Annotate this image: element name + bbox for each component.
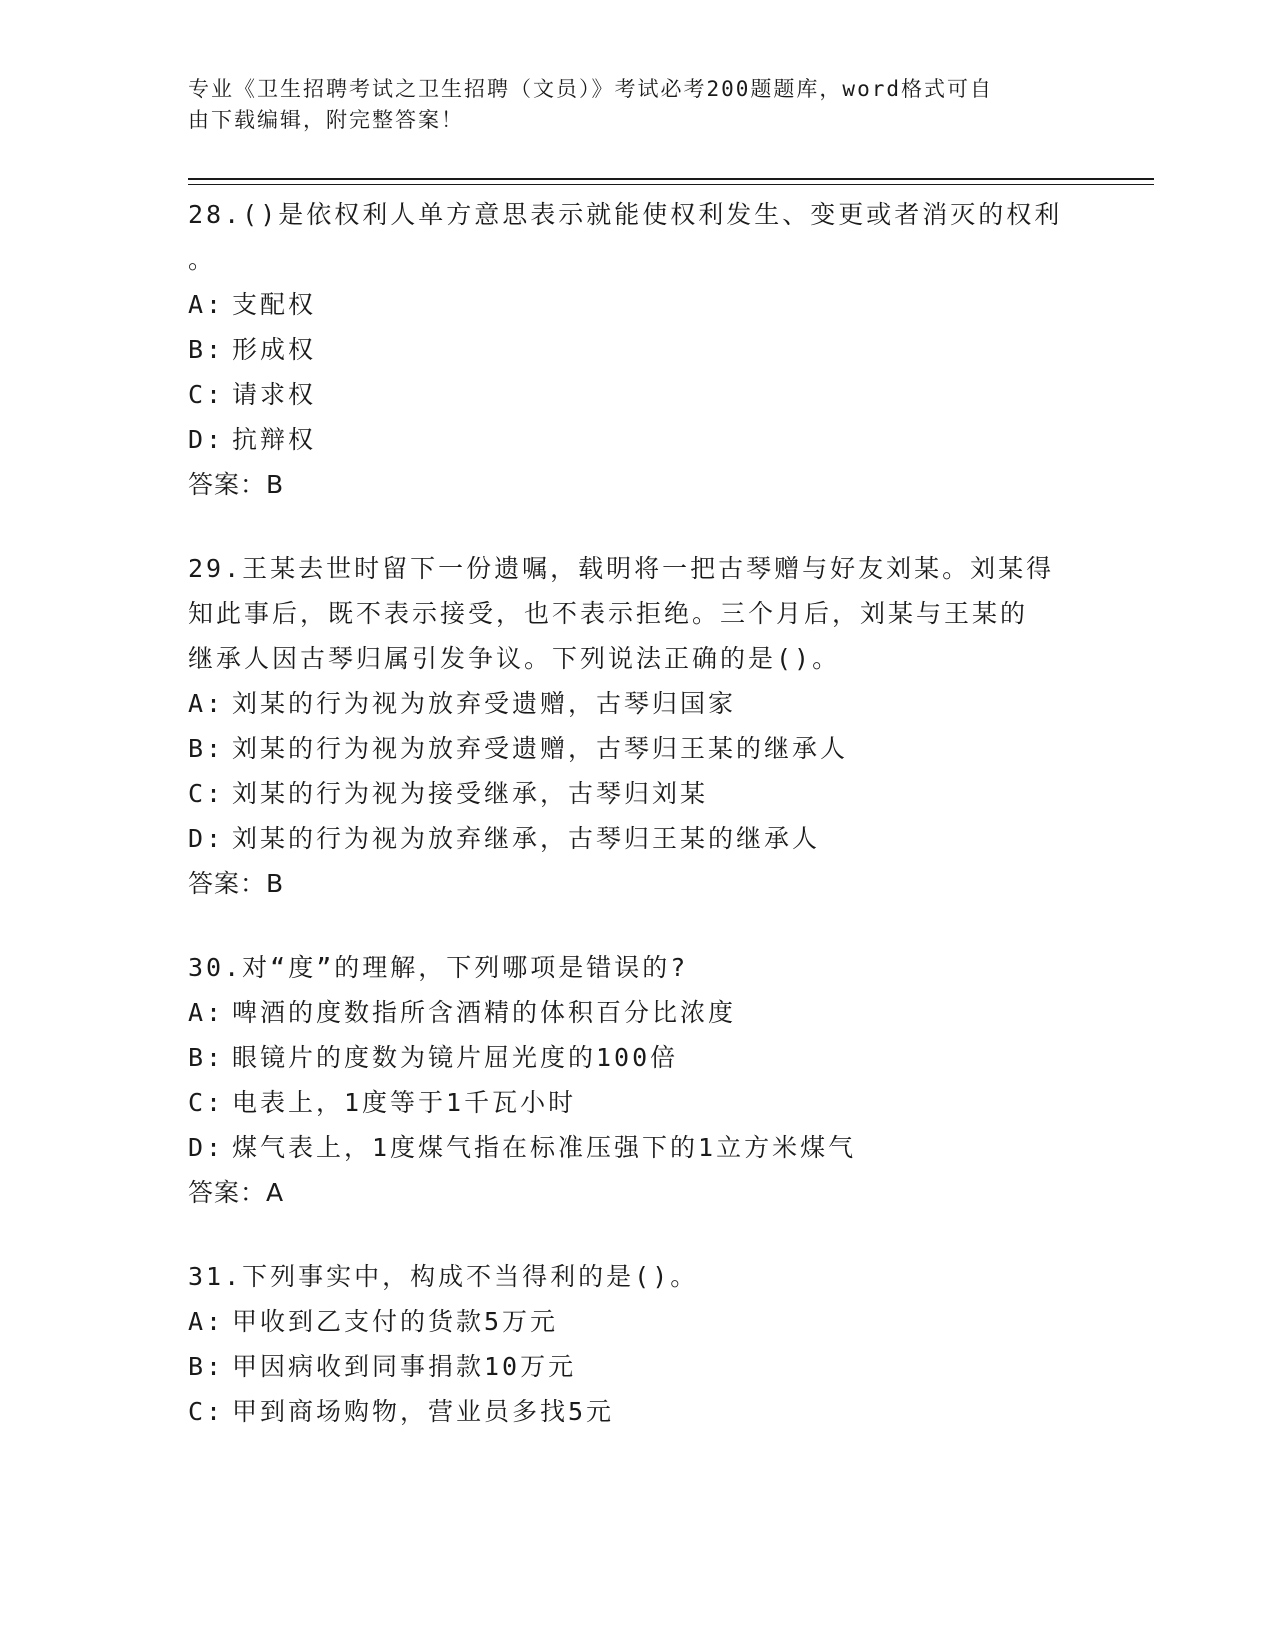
answer-key [188,462,1088,507]
option-letter: B: [188,335,225,364]
question-stem-line: 31.下列事实中，构成不当得利的是()。 [188,1262,699,1291]
option-letter: C: [188,380,225,409]
question-list [188,192,1088,1473]
question-stem [188,1254,1088,1299]
option-letter: D: [188,1133,225,1162]
option-text: 甲因病收到同事捐款10万元 [232,1352,577,1381]
option-letter: C: [188,779,225,808]
answer-option [188,771,1088,816]
answer-value: B [266,470,285,499]
option-text: 刘某的行为视为放弃受遗赠，古琴归国家 [232,689,737,718]
header-line-2: 由下载编辑，附完整答案！ [188,108,464,132]
answer-option [188,1344,1088,1389]
answer-option [188,1080,1088,1125]
document-header [188,74,1088,136]
option-letter: B: [188,1043,225,1072]
header-divider-thin [188,184,1154,185]
answer-option [188,327,1088,372]
option-letter: C: [188,1088,225,1117]
question-stem-line: 。 [188,245,217,274]
answer-option [188,816,1088,861]
header-divider-thick [188,178,1154,180]
option-text: 甲到商场购物，营业员多找5元 [232,1397,615,1426]
option-letter: A: [188,998,225,1027]
answer-label: 答案： [188,470,267,499]
answer-option [188,990,1088,1035]
option-text: 请求权 [232,380,317,409]
option-text: 刘某的行为视为放弃继承，古琴归王某的继承人 [232,824,821,853]
answer-option [188,1125,1088,1170]
answer-key [188,861,1088,906]
option-text: 抗辩权 [232,425,317,454]
answer-option [188,681,1088,726]
option-letter: C: [188,1397,225,1426]
answer-label: 答案： [188,869,267,898]
answer-option [188,1035,1088,1080]
option-letter: A: [188,1307,225,1336]
answer-option [188,1299,1088,1344]
option-text: 煤气表上，1度煤气指在标准压强下的1立方米煤气 [232,1133,857,1162]
answer-option [188,417,1088,462]
answer-key [188,1170,1088,1215]
question-stem-line: 28.()是依权利人单方意思表示就能使权利发生、变更或者消灭的权利 [188,200,1063,229]
option-text: 刘某的行为视为接受继承，古琴归刘某 [232,779,709,808]
question-block [188,1254,1088,1434]
header-line-1: 专业《卫生招聘考试之卫生招聘（文员）》考试必考200题题库，word格式可自 [188,77,993,101]
question-stem [188,192,1088,282]
option-text: 眼镜片的度数为镜片屈光度的100倍 [232,1043,679,1072]
question-stem [188,945,1088,990]
answer-value: A [266,1178,285,1207]
answer-option [188,1389,1088,1434]
option-letter: B: [188,734,225,763]
question-block [188,546,1088,906]
question-stem-line: 知此事后，既不表示接受，也不表示拒绝。三个月后，刘某与王某的 [188,599,1029,628]
option-text: 支配权 [232,290,317,319]
answer-option [188,372,1088,417]
option-text: 刘某的行为视为放弃受遗赠，古琴归王某的继承人 [232,734,849,763]
question-stem [188,546,1088,681]
answer-label: 答案： [188,1178,267,1207]
question-stem-line: 30.对“度”的理解，下列哪项是错误的? [188,953,689,982]
option-text: 电表上，1度等于1千瓦小时 [232,1088,577,1117]
option-text: 甲收到乙支付的货款5万元 [232,1307,559,1336]
answer-option [188,726,1088,771]
option-text: 形成权 [232,335,317,364]
question-stem-line: 29.王某去世时留下一份遗嘱，载明将一把古琴赠与好友刘某。刘某得 [188,554,1055,583]
question-block [188,945,1088,1215]
option-letter: D: [188,824,225,853]
question-block [188,192,1088,507]
question-stem-line: 继承人因古琴归属引发争议。下列说法正确的是()。 [188,644,841,673]
answer-value: B [266,869,285,898]
option-letter: D: [188,425,225,454]
answer-option [188,282,1088,327]
option-letter: B: [188,1352,225,1381]
option-letter: A: [188,290,225,319]
option-text: 啤酒的度数指所含酒精的体积百分比浓度 [232,998,737,1027]
option-letter: A: [188,689,225,718]
